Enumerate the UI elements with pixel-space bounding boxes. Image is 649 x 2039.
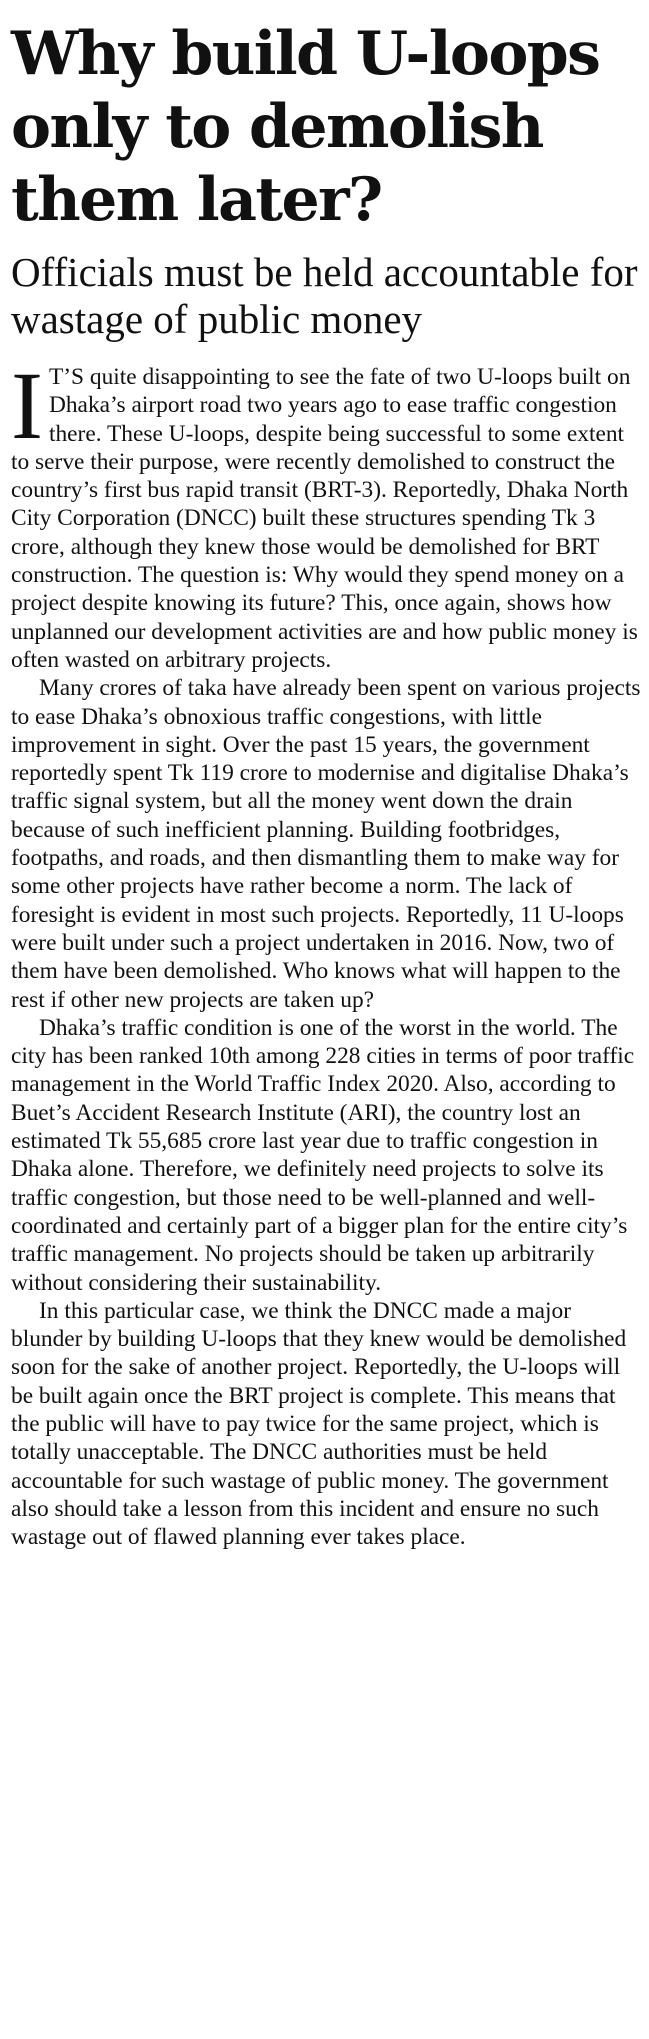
paragraph-2: Many crores of taka have already been spent on various projects to ease Dhaka’s obnoxious traffic congestions, with little improvement in sight. Over the past 15 years, the government reportedly spent Tk 119 crore to modernise and digitalise Dhaka’s traffic signal system, but all the money went down the drain because of such inefficient planning. Building footbridges, footpaths, and roads, and then dismantling them to make way for some other projects have rather become a norm. The lack of foresight is evident in most such projects. Reportedly, 11 U-loops were built under such a project undertaken in 2016. Now, two of them have been demolished. Who knows what will happen to the rest if other new projects are taken up? — [11, 675, 641, 1013]
headline: Why build U-loops only to demolish them later? — [11, 19, 600, 235]
paragraph-4: In this particular case, we think the DNCC made a major blunder by building U-loops that they knew would be demolished soon for the sake of another project. Reportedly, the U-loops will be built again once the BRT project is complete. This means that the public will have to pay twice for the same project, which is totally unacceptable. The DNCC authorities must be held accountable for such wastage of public money. The government also should take a lesson from this incident and ensure no such wastage out of flawed planning ever takes place. — [11, 1297, 627, 1551]
paragraph-3: Dhaka’s traffic condition is one of the worst in the world. The city has been ranked 10th among 228 cities in terms of poor traffic management in the World Traffic Index 2020. Also, according to Buet’s Accident Research Institute (ARI), the country lost an estimated Tk 55,685 crore last year due to traffic congestion in Dhaka alone. Therefore, we definitely need projects to solve its traffic congestion, but those need to be well-planned and well-coordinated and certainly part of a bigger plan for the entire city’s traffic management. No projects should be taken up arbitrarily without considering their sustainability. — [11, 1014, 635, 1296]
subheadline: Officials must be held accountable for wastage of public money — [11, 249, 638, 342]
paragraph-1 — [11, 352, 643, 674]
drop-cap: I — [11, 352, 43, 459]
article-body — [11, 352, 643, 1551]
editorial-article — [11, 0, 643, 1551]
paragraph-1-text: T’S quite disappointing to see the fate of two U-loops built on Dhaka’s airport road two years ago to ease traffic congestion there. These U-loops, despite being successful to some extent to serve their purpose, were recently demolished to construct the country’s first bus rapid transit (BRT-3). Reportedly, Dhaka North City Corporation (DNCC) built these structures spending Tk 3 crore, although they knew those would be demolished for BRT construction. The question is: Why would they spend money on a project despite knowing its future? This, once again, shows how unplanned our development activities are and how public money is often wasted on arbitrary projects. — [11, 364, 638, 673]
